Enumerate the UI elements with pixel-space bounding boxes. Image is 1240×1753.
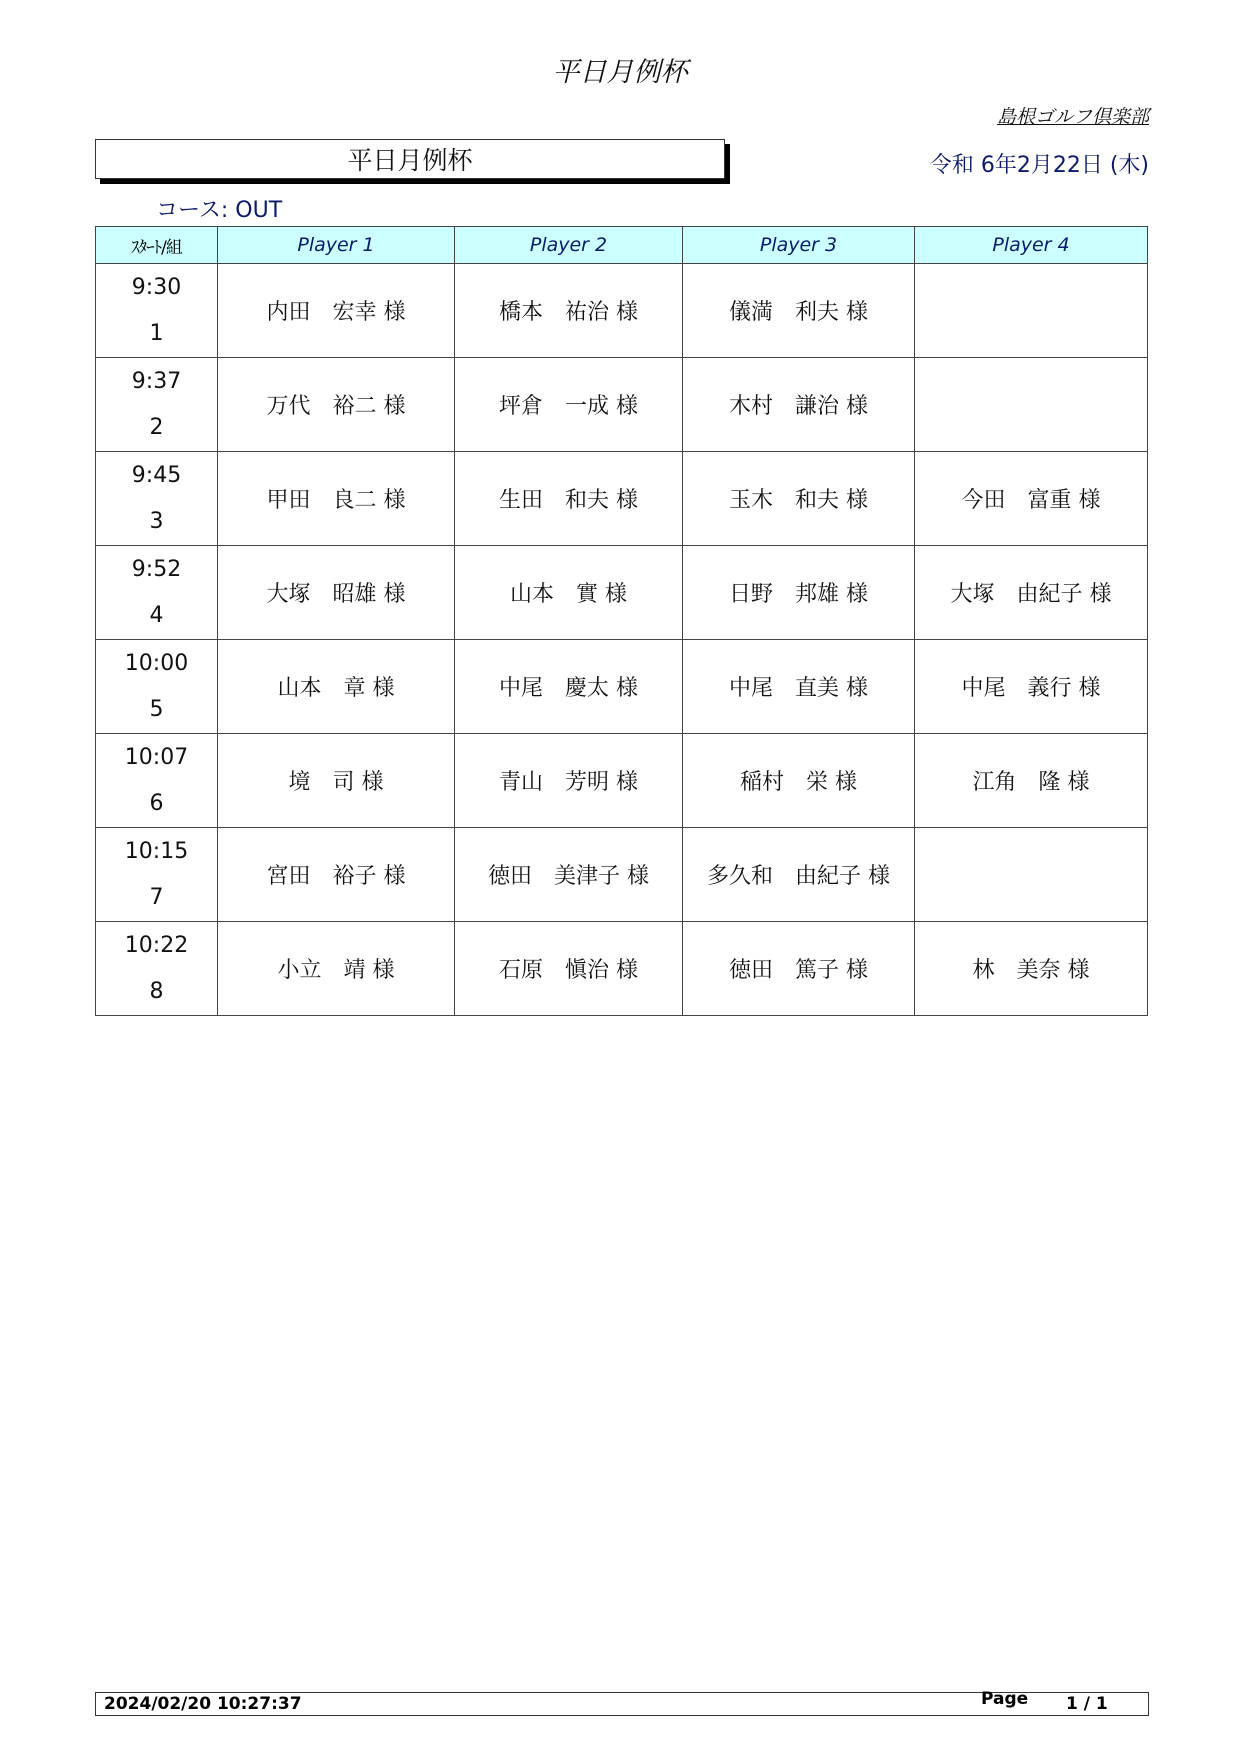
- table-row: [96, 828, 1148, 922]
- group-number: 4: [149, 602, 164, 628]
- player-cell: 徳田 篤子 様: [683, 922, 915, 1016]
- table-row: [96, 922, 1148, 1016]
- player-cell: 江角 隆 様: [915, 734, 1148, 828]
- column-header-player-1: Player 1: [218, 227, 455, 264]
- player-cell: 生田 和夫 様: [455, 452, 683, 546]
- column-header-start: ｽﾀｰﾄ/組: [96, 227, 218, 264]
- player-cell: 林 美奈 様: [915, 922, 1148, 1016]
- start-time: 9:30: [131, 274, 182, 300]
- player-cell: 儀満 利夫 様: [683, 264, 915, 358]
- start-time: 9:37: [131, 368, 182, 394]
- group-number: 6: [149, 790, 164, 816]
- table-row: [96, 452, 1148, 546]
- table-row: [96, 734, 1148, 828]
- player-cell: 橋本 祐治 様: [455, 264, 683, 358]
- group-number: 3: [149, 508, 164, 534]
- player-cell: 大塚 昭雄 様: [218, 546, 455, 640]
- group-number: 1: [149, 320, 164, 346]
- column-header-player-2: Player 2: [455, 227, 683, 264]
- player-cell: 境 司 様: [218, 734, 455, 828]
- group-number: 5: [149, 696, 164, 722]
- player-cell: 多久和 由紀子 様: [683, 828, 915, 922]
- start-time: 10:15: [124, 838, 189, 864]
- player-cell: 小立 靖 様: [218, 922, 455, 1016]
- table-row: [96, 264, 1148, 358]
- start-time: 9:52: [131, 556, 182, 582]
- player-cell: 甲田 良二 様: [218, 452, 455, 546]
- page-footer: [95, 1689, 1149, 1716]
- column-header-player-4: Player 4: [915, 227, 1148, 264]
- start-time: 10:00: [124, 650, 189, 676]
- player-cell: [915, 358, 1148, 452]
- event-title-box: [95, 139, 725, 179]
- player-cell: 内田 宏幸 様: [218, 264, 455, 358]
- player-cell: 稲村 栄 様: [683, 734, 915, 828]
- player-cell: 日野 邦雄 様: [683, 546, 915, 640]
- player-cell: [915, 264, 1148, 358]
- pairings-table: [95, 226, 1148, 1016]
- player-cell: [915, 828, 1148, 922]
- page-number: 1 / 1: [1066, 1694, 1108, 1714]
- player-cell: 山本 章 様: [218, 640, 455, 734]
- course-label: コース: OUT: [156, 198, 283, 223]
- start-time: 10:07: [124, 744, 189, 770]
- start-cell: [96, 640, 218, 734]
- page-header-title: 平日月例杯: [552, 57, 688, 88]
- start-cell: [96, 452, 218, 546]
- group-number: 2: [149, 414, 164, 440]
- start-cell: [96, 264, 218, 358]
- start-cell: [96, 358, 218, 452]
- player-cell: 坪倉 一成 様: [455, 358, 683, 452]
- event-title: 平日月例杯: [347, 146, 473, 175]
- start-cell: [96, 546, 218, 640]
- player-cell: 宮田 裕子 様: [218, 828, 455, 922]
- print-timestamp: 2024/02/20 10:27:37: [104, 1694, 302, 1714]
- start-cell: [96, 922, 218, 1016]
- player-cell: 大塚 由紀子 様: [915, 546, 1148, 640]
- group-number: 8: [149, 978, 164, 1004]
- player-cell: 青山 芳明 様: [455, 734, 683, 828]
- player-cell: 中尾 直美 様: [683, 640, 915, 734]
- player-cell: 玉木 和夫 様: [683, 452, 915, 546]
- player-cell: 木村 謙治 様: [683, 358, 915, 452]
- start-cell: [96, 828, 218, 922]
- club-name: 島根ゴルフ倶楽部: [996, 106, 1149, 128]
- player-cell: 徳田 美津子 様: [455, 828, 683, 922]
- group-number: 7: [149, 884, 164, 910]
- player-cell: 石原 愼治 様: [455, 922, 683, 1016]
- page-label: Page: [981, 1689, 1029, 1709]
- player-cell: 中尾 義行 様: [915, 640, 1148, 734]
- table-header-row: [96, 227, 1148, 264]
- player-cell: 万代 裕二 様: [218, 358, 455, 452]
- event-date: 令和 6年2月22日 (木): [929, 153, 1149, 178]
- start-time: 10:22: [124, 932, 189, 958]
- player-cell: 山本 實 様: [455, 546, 683, 640]
- table-row: [96, 358, 1148, 452]
- player-cell: 中尾 慶太 様: [455, 640, 683, 734]
- table-row: [96, 546, 1148, 640]
- table-row: [96, 640, 1148, 734]
- start-cell: [96, 734, 218, 828]
- player-cell: 今田 富重 様: [915, 452, 1148, 546]
- column-header-player-3: Player 3: [683, 227, 915, 264]
- start-time: 9:45: [131, 462, 182, 488]
